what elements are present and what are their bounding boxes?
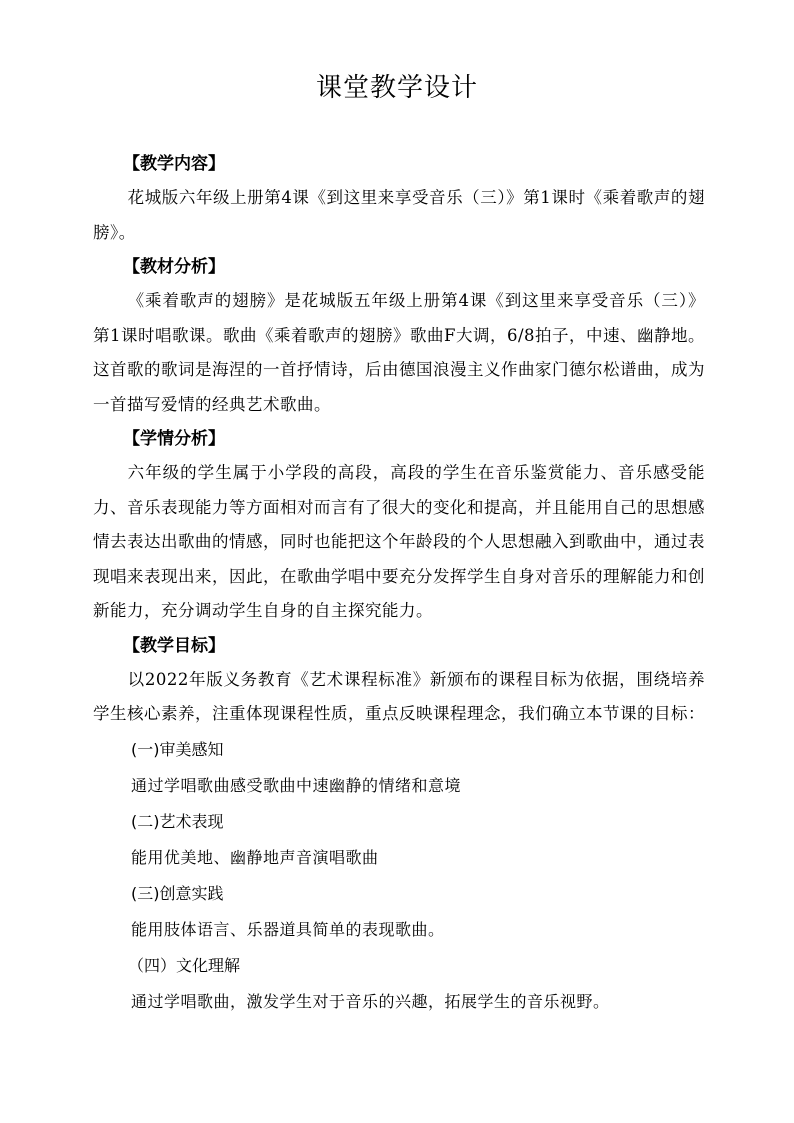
objective-text-expression: 能用优美地、幽静地声音演唱歌曲	[131, 847, 379, 867]
document-title: 课堂教学设计	[315, 73, 478, 103]
objective-label-practice: (三)创意实践	[131, 883, 224, 903]
objective-text-culture: 通过学唱歌曲，激发学生对于音乐的兴趣，拓展学生的音乐视野。	[131, 991, 610, 1011]
document-body	[93, 147, 705, 1020]
objective-text-aesthetic: 通过学唱歌曲感受歌曲中速幽静的情绪和意境	[131, 775, 462, 795]
section-heading-material: 【教材分析】	[123, 257, 225, 277]
objective-label-culture: （四）文化理解	[128, 955, 241, 975]
section-heading-objectives: 【教学目标】	[123, 635, 225, 656]
section-text-material: 《乘着歌声的翅膀》是花城版五年级上册第4课《到这里来享受音乐（三）》第1课时唱歌课。歌曲《乘着歌声的翅膀》歌曲F大调，6/8拍子，中速、幽静地。这首歌的歌词是海涅的一首抒情诗，后由德国浪漫主义作曲家门德尔松谱曲，成为一首描写爱情的经典艺术歌曲。	[93, 291, 706, 414]
objective-label-expression: (二)艺术表现	[131, 811, 224, 831]
section-text-objectives: 以2022年版义务教育《艺术课程标准》新颁布的课程目标为依据，围绕培养学生核心素养，注重体现课程性质，重点反映课程理念，我们确立本节课的目标：	[93, 669, 705, 723]
objective-label-aesthetic: (一)审美感知	[131, 739, 224, 759]
section-text-content: 花城版六年级上册第4课《到这里来享受音乐（三）》第1课时《乘着歌声的翅膀》。	[93, 188, 705, 242]
section-heading-content: 【教学内容】	[123, 154, 225, 174]
section-text-students: 六年级的学生属于小学段的高段，高段的学生在音乐鉴赏能力、音乐感受能力、音乐表现能力等方面相对而言有了很大的变化和提高，并且能用自己的思想感情去表达出歌曲的情感，同时也能把这个年龄段的个人思想融入到歌曲中，通过表现唱来表现出来，因此，在歌曲学唱中要充分发挥学生自身对音乐的理解能力和创新能力，充分调动学生自身的自主探究能力。	[93, 463, 705, 620]
objective-text-practice: 能用肢体语言、乐器道具简单的表现歌曲。	[131, 919, 445, 939]
section-heading-students: 【学情分析】	[123, 429, 225, 449]
